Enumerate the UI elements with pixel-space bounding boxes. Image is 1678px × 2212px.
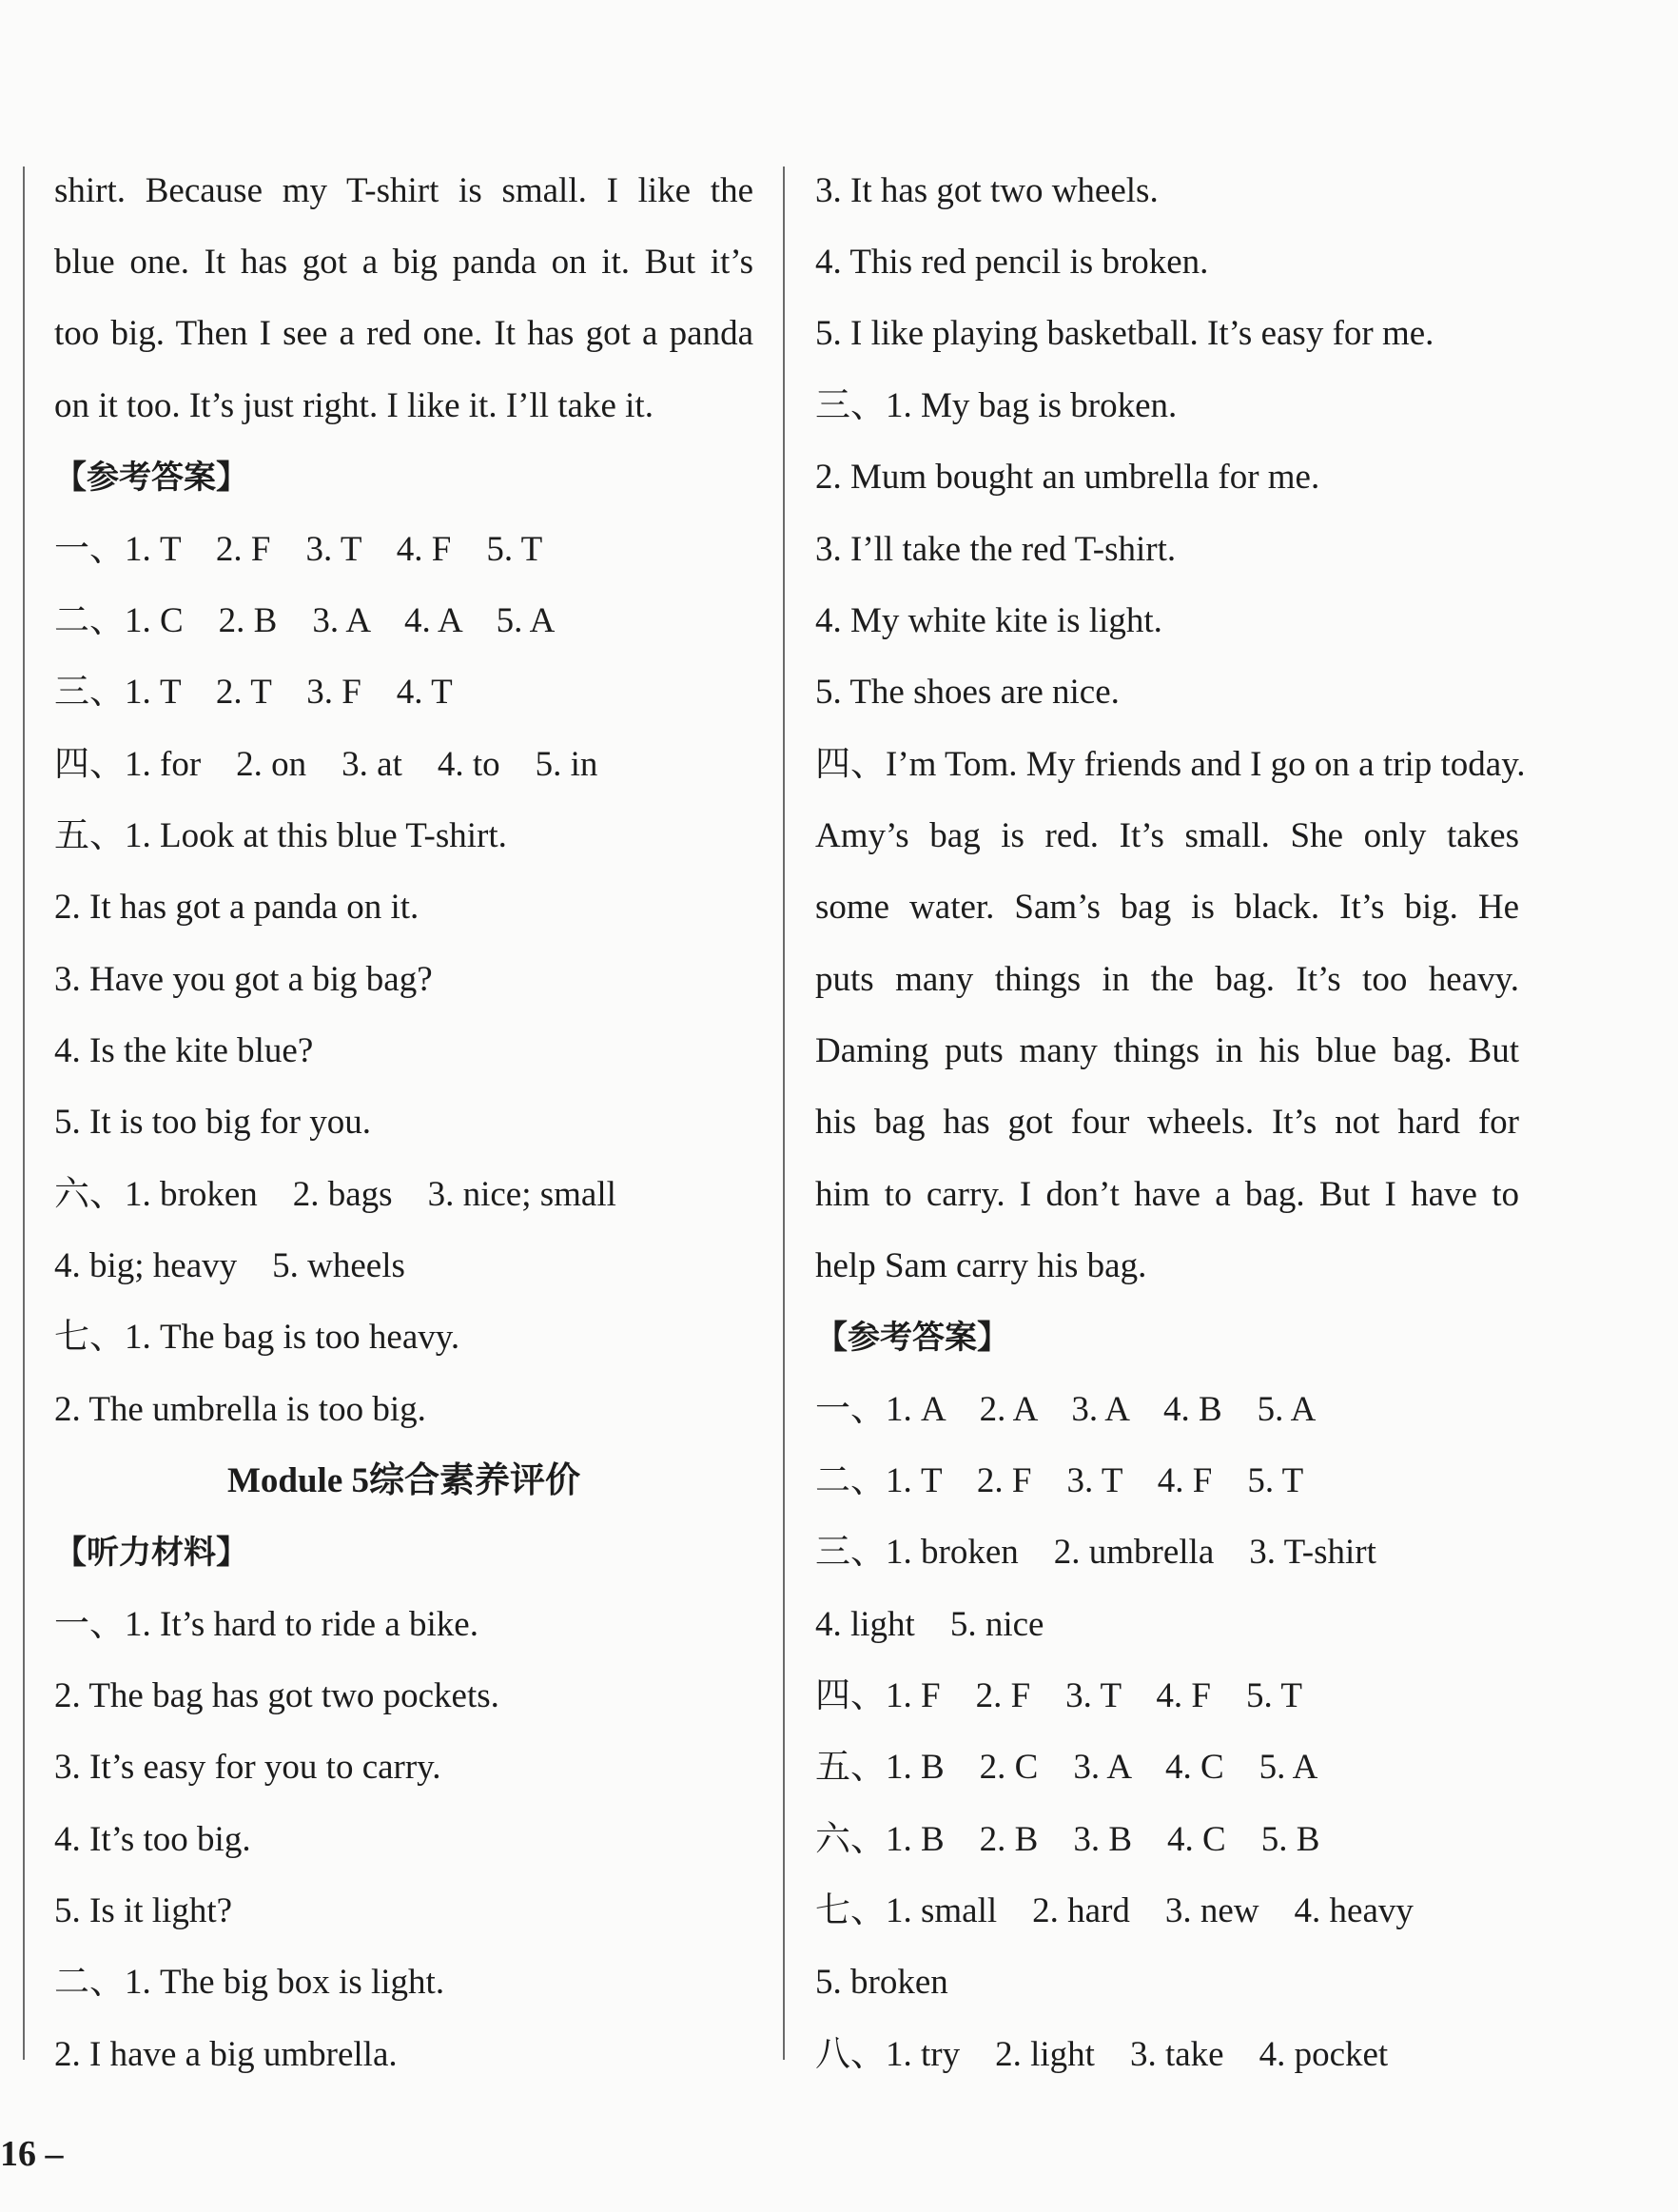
passage-line: help Sam carry his bag.: [815, 1246, 1147, 1285]
listening-line: 4. This red pencil is broken.: [815, 243, 1209, 282]
answer-key-header: 【参考答案】: [815, 1319, 1009, 1357]
passage-line: on it too. It’s just right. I like it. I’ll take it.: [54, 386, 654, 425]
listening-line: 一、1. It’s hard to ride a bike.: [54, 1605, 478, 1644]
listening-line: 2. I have a big umbrella.: [54, 2035, 398, 2074]
answer-line: 5. broken: [815, 1963, 948, 2002]
listening-line: 3. It’s easy for you to carry.: [54, 1748, 441, 1787]
column-divider: [783, 166, 785, 2060]
answer-line: 八、1. try 2. light 3. take 4. pocket: [815, 2035, 1389, 2074]
left-margin-rule: [23, 166, 25, 2060]
passage-line: blue one. It has got a big panda on it. But it’s: [54, 243, 753, 282]
answer-line: 一、1. T 2. F 3. T 4. F 5. T: [54, 530, 543, 569]
answer-key-header: 【参考答案】: [54, 459, 248, 497]
answer-line: 七、1. small 2. hard 3. new 4. heavy: [815, 1891, 1414, 1930]
listening-line: 5. Is it light?: [54, 1891, 233, 1930]
listening-line: 二、1. The big box is light.: [54, 1963, 445, 2002]
answer-line: 四、1. for 2. on 3. at 4. to 5. in: [54, 745, 598, 784]
passage-line: him to carry. I don’t have a bag. But I have to: [815, 1175, 1519, 1214]
passage-line: 四、I’m Tom. My friends and I go on a trip today.: [815, 745, 1526, 784]
answer-line: 3. Have you got a big bag?: [54, 960, 433, 999]
passage-line: his bag has got four wheels. It’s not hard for: [815, 1103, 1519, 1142]
answer-line: 七、1. The bag is too heavy.: [54, 1318, 460, 1357]
listening-header: 【听力材料】: [54, 1534, 248, 1572]
passage-line: puts many things in the bag. It’s too heavy.: [815, 960, 1519, 999]
listening-line: 3. I’ll take the red T-shirt.: [815, 530, 1177, 569]
listening-line: 5. The shoes are nice.: [815, 673, 1120, 712]
passage-line: too big. Then I see a red one. It has got a panda: [54, 314, 753, 353]
passage-line: Daming puts many things in his blue bag. But: [815, 1031, 1519, 1070]
answer-line: 4. light 5. nice: [815, 1605, 1044, 1644]
answer-line: 2. It has got a panda on it.: [54, 888, 420, 927]
listening-line: 4. It’s too big.: [54, 1820, 251, 1859]
answer-line: 二、1. T 2. F 3. T 4. F 5. T: [815, 1461, 1304, 1500]
answer-line: 五、1. Look at this blue T-shirt.: [54, 816, 507, 855]
listening-line: 4. My white kite is light.: [815, 601, 1162, 640]
answer-line: 三、1. T 2. T 3. F 4. T: [54, 673, 453, 712]
listening-line: 2. The bag has got two pockets.: [54, 1676, 499, 1715]
answer-line: 四、1. F 2. F 3. T 4. F 5. T: [815, 1676, 1302, 1715]
answer-line: 4. Is the kite blue?: [54, 1031, 314, 1070]
answer-line: 5. It is too big for you.: [54, 1103, 371, 1142]
listening-line: 3. It has got two wheels.: [815, 171, 1159, 210]
answer-line: 六、1. B 2. B 3. B 4. C 5. B: [815, 1820, 1320, 1859]
answer-line: 二、1. C 2. B 3. A 4. A 5. A: [54, 601, 556, 640]
module-title: Module 5综合素养评价: [226, 1461, 581, 1500]
listening-line: 2. Mum bought an umbrella for me.: [815, 458, 1320, 497]
passage-line: shirt. Because my T-shirt is small. I like the: [54, 171, 753, 210]
answer-line: 一、1. A 2. A 3. A 4. B 5. A: [815, 1390, 1317, 1429]
listening-line: 三、1. My bag is broken.: [815, 386, 1178, 425]
passage-line: some water. Sam’s bag is black. It’s big. He: [815, 888, 1519, 927]
page-number: 16 –: [0, 2134, 64, 2174]
answer-line: 六、1. broken 2. bags 3. nice; small: [54, 1175, 616, 1214]
passage-line: Amy’s bag is red. It’s small. She only takes: [815, 816, 1519, 855]
answer-line: 2. The umbrella is too big.: [54, 1390, 426, 1429]
listening-line: 5. I like playing basketball. It’s easy for me.: [815, 314, 1434, 353]
answer-line: 4. big; heavy 5. wheels: [54, 1246, 405, 1285]
answer-line: 三、1. broken 2. umbrella 3. T-shirt: [815, 1533, 1376, 1572]
answer-line: 五、1. B 2. C 3. A 4. C 5. A: [815, 1748, 1318, 1787]
